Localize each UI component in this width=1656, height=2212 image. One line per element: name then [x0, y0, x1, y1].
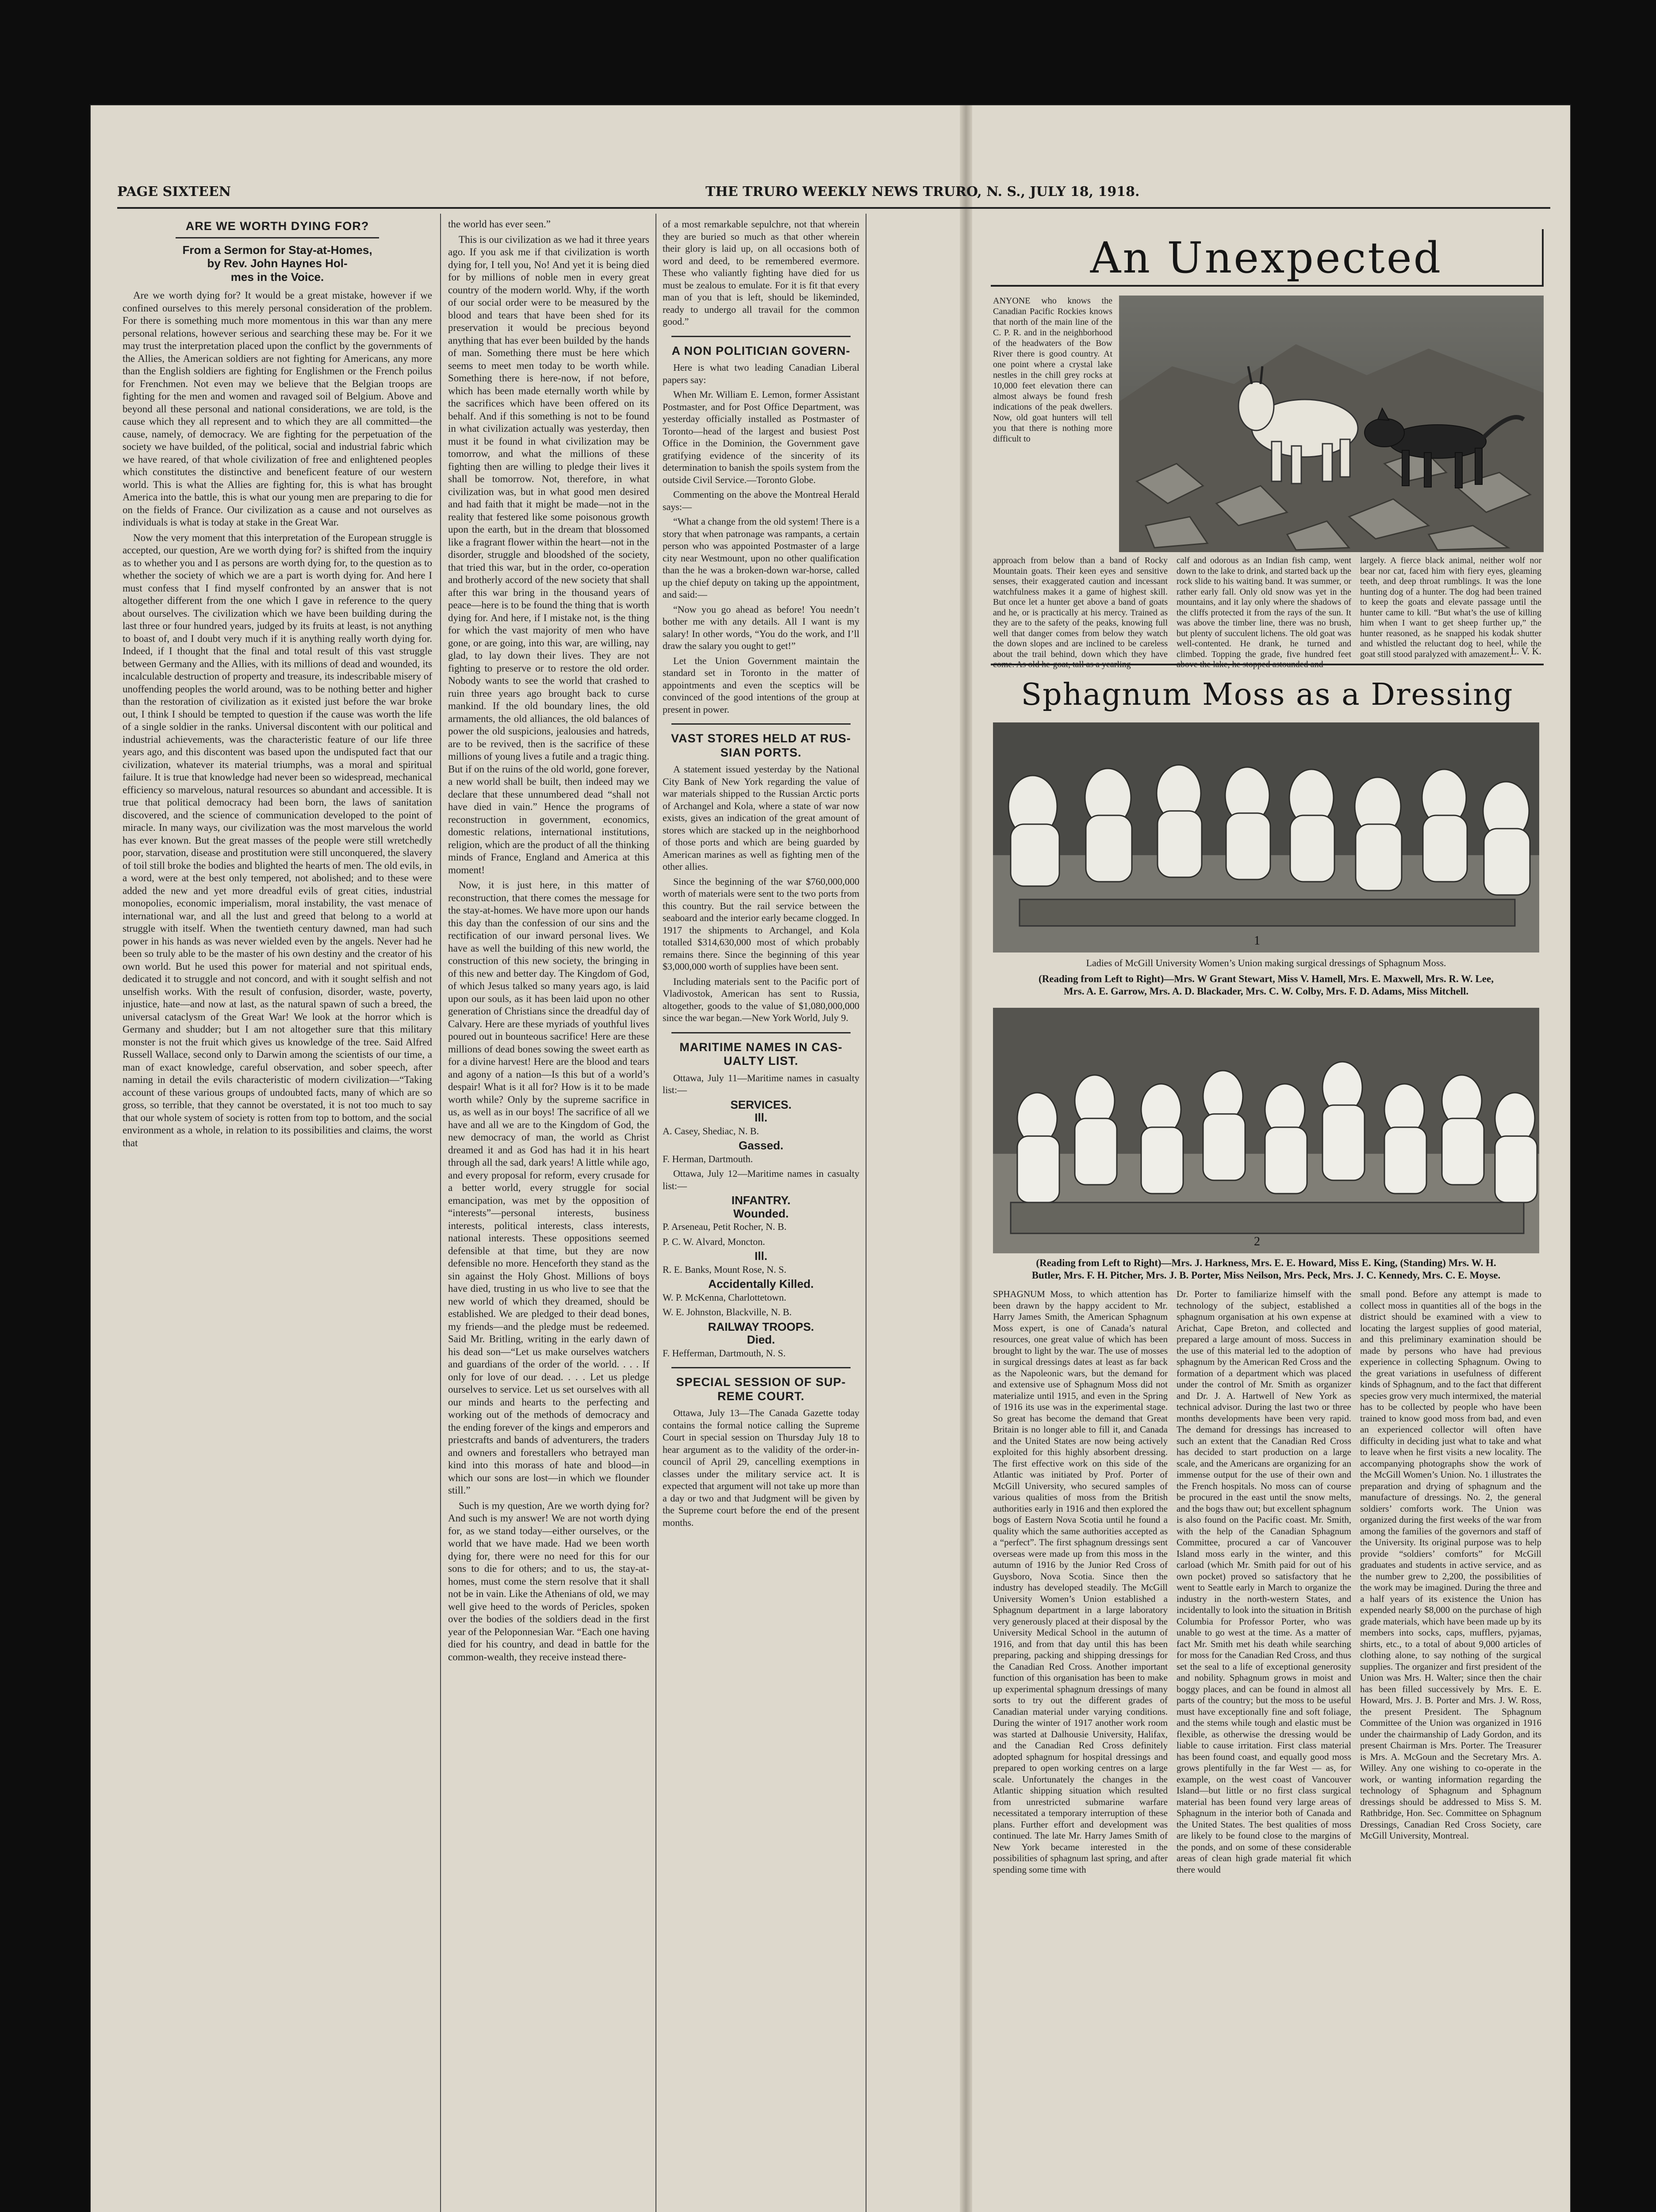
- newspaper-page: [91, 105, 1570, 2212]
- caption-photo-2: [993, 1257, 1539, 1282]
- photo-dressings-1: [993, 722, 1539, 952]
- paragraph: the world has ever seen.”: [448, 219, 551, 230]
- article-title: UALTY LIST.: [723, 1054, 798, 1068]
- list-heading: Wounded.: [733, 1206, 789, 1220]
- article-subtitle: by Rev. John Haynes Hol-: [207, 257, 348, 270]
- paragraph: “What a change from the old system! There is a story that when patronage was rampants, a certain person who was appointed Postmaster of a large city near Westmount, upon no other qualification than the he was a broken-down war-horse, called up the chief deputy on taking up the appointment, and said:—: [663, 516, 859, 600]
- paragraph: Since the beginning of the war $760,000,000 worth of materials were sent to the two ports from this country. But the rail service between the seaboard and the interior early became clogged. In 1917 the shipments to Archangel, and Kola totalled $314,630,000 most of which probably remains there. Since the beginning of this year $3,000,000 worth of supplies have been sent.: [663, 876, 859, 972]
- paragraph: “Now you go ahead as before! You needn’t bother me with any details. All I want is my salary! In other words, “You do the work, and I’ll draw the salary you ought to get!”: [663, 603, 859, 651]
- goat-and-dog-photo: [1119, 296, 1544, 552]
- paragraph: Are we worth dying for? It would be a great mistake, however if we confined ourselves to this merely personal consideration of the problem. For there is something much more momentous in this war than any mere personal relations, however serious and searching these may be. For it we may trust the interpretation placed upon the conflict by the governments of the Allies, the American soldiers are not fighting for Americans, any more than the English soldiers are fighting for Englishmen or the French poilus for Frenchmen. Not even may we believe that the Belgian troops are fighting for the men and women and ravaged soil of Belgium. Above and beyond all these personal and national considerations, we are told, is the cause which they all represent and to which they are all committed—the cause, namely, of democracy. We are fighting for the perpetuation of the society we have builded, of the political, social and industrial fabric which we have reared, of that whole civilization of free and enlightened peoples which constitutes the distinctive and beneficent feature of our western world. This is what the Allies are fighting for, this is what has brought America into the battle, this is what our young men are preparing to die for on the fields of France. Our civilization as a cause and not ourselves as individuals is what is today at stake in the Great War.: [123, 290, 432, 528]
- goat-photo-image: [1119, 296, 1544, 552]
- paragraph: Dr. Porter to familiarize himself with the technology of the subject, established a sphagnum organisation at his own expense at Arichat, Cape Breton, and collected and prepared a large amount of moss. Success in the use of this material led to the adoption of sphagnum by the American Red Cross and the formation of a department which was placed under the control of Mr. Smith as organizer and Dr. J. A. Hartwell of New York as technical advisor. During the last two or three months developments have been very rapid. The demand for dressings has increased to such an extent that the Canadian Red Cross has decided to start production on a large scale, and the Americans are organizing for an immense output for the use of their own and the French hospitals. No moss can of course be procured in the east until the snow melts, and the bogs thaw out; but excellent sphagnum is also found on the Pacific coast. Mr. Smith, with the help of the Canadian Sphagnum Committee, procured a car of Vancouver Island moss early in the winter, and this carload (which Mr. Smith paid for out of his own pocket) proved so satisfactory that he went to Seattle early in March to organize the industry in the north-western States, and incidentally to look into the situation in British Columbia for Professor Porter, who was unable to go west at the time. As a matter of fact Mr. Smith met his death while searching for moss for the Canadian Red Cross, and thus set the seal to a life of exceptional generosity and nobility. Sphagnum grows in moist and boggy places, and can be found in almost all parts of the country; but the moss to be useful must have exceptionally fine and soft foliage, and the stems while tough and elastic must be flexible, as otherwise the dressing would be liable to cause irritation. First class material has been found coast, and equally good moss grows plentifully in the far West — as, for example, on the west coast of Vancouver Island—but little or no first class surgical material has been found very large areas of Sphagnum in the interior both of Canada and the United States. The best qualities of moss are likely to be found close to the margins of the ponds, and on some of these considerable areas of clean high grade material fit which there would: [1177, 1289, 1351, 1875]
- photo-number: 2: [1254, 1235, 1260, 1248]
- paragraph: Commenting on the above the Montreal Herald says:—: [663, 489, 859, 512]
- article-title: SIAN PORTS.: [720, 745, 802, 759]
- list-heading: RAILWAY TROOPS.: [708, 1320, 814, 1333]
- paragraph: This is our civilization as we had it three years ago. If you ask me if that civilization is worth dying for, I tell you, No! And yet it is being died for by millions of noble men in every great country of the modern world. Why, if the worth of our social order were to be measured by the blood and tears that have been shed for its preservation it would be precious beyond anything that has ever been builded by the hands of man. Something there must be here which seems to meet men today to be worth while. Something there is here-now, if not before, which has been made eternally worth while by the sacrifices which have been offered on its behalf. And if this something is not to be found in what civilization actually was yesterday, then must it be found in what civilization may be tomorrow, and what the millions of these fighting then are willing to pledge their lives it shall be tomorrow. Not, therefore, in what civilization was, but in what good men desired and had faith that it might be made—not in the reality that festered like some poisonous growth upon the earth, but in the dream that blossomed like a fragrant flower within the heart—not in the disorder, struggle and bloodshed of the society, that tried this war, but in the order, co-operation and brotherly accord of the new society that shall after this war bring in the thousand years of peace—here is to be found the thing that is worth dying for. And here, if I mistake not, is the thing for which the vast majority of men who have gone, or are going, into this war, are willing, nay glad, to lay down their lives. They are not fighting to preserve or to restore the old order. Nobody wants to see the world that crashed to ruin three years ago brought back to curse mankind. If the old boundary lines, the old armaments, the old alliances, the old balances of power the old suspicions, jealousies and hatreds, are to be revived, then is the sacrifice of these millions of young lives a futile and a tragic thing. But if on the ruins of the old world, gone forever, a new world shall be built, then indeed may we declare that these unnumbered dead “shall not have died in vain.” Hence the programs of reconstruction in government, economics, domestic relations, international institutions, religion, which are the product of all the thinking minds of France, England and America at this moment!: [448, 234, 649, 876]
- section-rule: [671, 336, 851, 337]
- photo-dressings-2: [993, 1008, 1539, 1253]
- paragraph: ANYONE who knows the Canadian Pacific Rockies knows that north of the main line of the C. P. R. and in the neighborhood of the headwaters of the Bow River there is good country. At one point where a crystal lake nestles in the chill grey rocks at 10,000 feet elevation there can almost always be found fresh indications of the peak dwellers. Now, old goat hunters will tell you that there is nothing more difficult to: [993, 296, 1112, 444]
- sphagnum-col-c: [1360, 1289, 1541, 2212]
- paragraph: calf and odorous as an Indian fish camp, went down to the lake to drink, and started back up the rock slide to his waiting band. It was summer, or rather early fall. Only old snow was yet in the mountains, and it lay only where the shadows of the cliffs protected it from the rays of the sun. It was above the timber line, there was no brush, but plenty of succulent lichens. The old goat was well-contented. He drank, he turned and climbed. Topping the grade, five hundred feet: [1177, 556, 1351, 659]
- paragraph: Now, it is just here, in this matter of reconstruction, that there comes the message for the stay-at-homes. We have more upon our hands this day than the confession of our sins and the rectification of our inward personal lives. We have as well the building of this new world, the construction of this new society, the bringing in of this new and better day. The Kingdom of God, of which Jesus talked so many years ago, is laid upon our souls, as it has been laid upon no other generation of Christians since the dreadful day of Calvary. Here are these myriads of youthful lives poured out in bounteous sacrifice! Here are these millions of dead bones sowing the sweet earth as for a divine harvest! Here are the blood and tears and agony of a nation—Is this but of a world’s despair! What is it all for? How is it to be made worth while? Only by the supreme sacrifice in us, as well as in our boys! The sacrifice of all we have and all we are to the Kingdom of God, the new democracy of man, the world as Christ dreamed it and as God has had it in his heart through all the sad, dark years! A little while ago, and every proposal for reform, every crusade for a better world, every struggle for social emancipation, was met by the opposition of “interests”—personal interests, business interests, political interests, class interests, national interests. These oppositions seemed defensible at that time, but they are now defensible no more. Henceforth they stand as the sin against the Holy Ghost. Millions of boys have died, trusting in us who live to see that the new world of which they dreamed, should be established. We are pledged to their dead bones, my friends—and the pledge must be redeemed. Said Mr. Britling, writing in the early dawn of his dead son—“Let us make ourselves watchers and guardians of the order of the world. . . . If only for love of our dead. . . . Let us pledge ourselves to service. Let us set ourselves with all our minds and hearts to the perfecting and working out of the methods of democracy and the ending forever of the kings and emperors and priestcrafts and bands of adventurers, the traders and owners and forestallers who betrayed man kind into this morass of hate and blood—in which our sons are lost—in which we flounder still.”: [448, 879, 649, 1496]
- column-three: [663, 218, 859, 2212]
- paper-line: THE TRURO WEEKLY NEWS TRURO, N. S., JULY 18, 1918.: [705, 184, 1140, 200]
- caption-line: (Reading from Left to Right)—Mrs. J. Harkness, Mrs. E. E. Howard, Miss E. King, (Standing) Mrs. W. H.: [1036, 1257, 1496, 1268]
- meeting-col-a: [993, 556, 1168, 659]
- list-heading: INFANTRY.: [731, 1194, 791, 1207]
- caption-line: (Reading from Left to Right)—Mrs. W Grant Stewart, Miss V. Hamell, Mrs. E. Maxwell, Mrs. R. W. Lee,: [1039, 973, 1494, 984]
- sphagnum-col-b: [1177, 1289, 1351, 2212]
- list-item: F. Hefferman, Dartmouth, N. S.: [663, 1347, 786, 1359]
- page-label: PAGE SIXTEEN: [117, 184, 231, 200]
- paragraph: Ottawa, July 12—Maritime names in casualty list:—: [663, 1168, 859, 1191]
- meeting-title: An Unexpected: [1090, 233, 1443, 283]
- list-item: W. E. Johnston, Blackville, N. B.: [663, 1306, 792, 1317]
- article-title: SPECIAL SESSION OF SUP-: [676, 1375, 846, 1389]
- article-title: VAST STORES HELD AT RUS-: [671, 732, 851, 745]
- meeting-banner: [991, 229, 1544, 287]
- list-item: F. Herman, Dartmouth.: [663, 1153, 753, 1164]
- list-item: P. Arseneau, Petit Rocher, N. B.: [663, 1221, 787, 1232]
- paragraph: Ottawa, July 13—The Canada Gazette today contains the formal notice calling the Supreme Court in special session on Thursday July 18 to hear argument as to the validity of the order-in-council of April 29, cancelling exemptions in classes under the military service act. It is expected that argument will not take up more than a day or two and that Judgment will be given by the Supreme court before the end of the present months.: [663, 1407, 859, 1528]
- sphagnum-col-a: [993, 1289, 1168, 2212]
- page-fold: [960, 105, 972, 2212]
- paragraph: When Mr. William E. Lemon, former Assistant Postmaster, and for Post Office Department, was yesterday officially installed as Postmaster of Toronto—head of the largest and busiest Post Office in the Dominion, the Government gave gratifying evidence of the sincerity of its determination to banish the spoils system from the outside Civil Service.—Toronto Globe.: [663, 389, 859, 485]
- article-worth-dying: [123, 218, 432, 2212]
- paragraph: Such is my question, Are we worth dying for? And such is my answer! We are not worth dying for, as we stand today—either ourselves, or the world that we have made. Had we been worth dying for, there were no need for this for our sons to die for others; and to us, the stay-at-homes, must come the stern resolve that it shall not be in vain. Like the Athenians of old, we may well give heed to the words of Pericles, spoken over the bodies of the soldiers dead in the first year of the Peloponnesian War. “Each one having died for his country, and dead in battle for the common-wealth, they receive instead there-: [448, 1500, 650, 1663]
- article-continued: [448, 218, 649, 2212]
- article-title: ARE WE WORTH DYING FOR?: [185, 219, 369, 233]
- section-rule: [671, 1032, 851, 1033]
- masthead-rule: [117, 207, 1550, 209]
- list-item: R. E. Banks, Mount Rose, N. S.: [663, 1263, 786, 1275]
- paragraph: small pond. Before any attempt is made to collect moss in quantities all of the bogs in the district should be examined with a view to locating the largest supplies of good material, and this preliminary examination should be made by persons who have had previous experience in collecting Sphagnum. Owing to the great variations in usefulness of different kinds of Sphagnum, and to the fact that different species grow very much intermixed, the material has to be collected by people who have been trained to know good moss from bad, and even an experienced collector will often have difficulty in deciding just what to take and what to leave when he first visits a new locality. The accompanying photographs show the work of the McGill Women’s Union. No. 1 illustrates the preparation and drying of sphagnum and the manufacture of dressings. No. 2, the general soldiers’ comforts work. The Union was organized during the first weeks of the war from among the families of the governors and staff of the University. Its original purpose was to help provide “soldiers’ comforts” for McGill graduates and students in active service, and as the number grew to 2,200, the possibilities of the work may be imagined. During the three and a half years of its existence the Union has expended nearly $8,000 on the purchase of high grade materials, which have been made up by its members into socks, caps, mufflers, pyjamas, shirts, etc., to a total of about 9,000 articles of clothing alone, to say nothing of the surgical supplies. The organizer and first president of the Union was Mrs. H. Walter; since then the chair has been filled successively by Mrs. E. E. Howard, Mrs. J. B. Porter and Mrs. J. W. Ross, the present President. The Sphagnum Committee of the Union was organized in 1916 under the chairmanship of Lady Gordon, and its present Chairman is Mrs. Porter. The Treasurer is Mrs. A. McGoun and the Secretary Mrs. A. Willey. Any one wishing to co-operate in the work, or wanting information regarding the technology of Sphagnum and Sphagnum dressings should be addressed to Miss S. M. Rathbridge, Hon. Sec. Committee on Sphagnum Dressings, Canadian Red Cross Society, care McGill University, Montreal.: [1360, 1289, 1541, 1841]
- list-heading: Accidentally Killed.: [708, 1277, 814, 1290]
- article-title: REME COURT.: [717, 1389, 805, 1403]
- photo-number: 1: [1254, 934, 1260, 948]
- paragraph: approach from below than a band of Rocky Mountain goats. Their keen eyes and sensitive senses, their exaggerated caution and incessant watchfulness makes it a game of highest skill. But once let a hunter get above a band of goats and he, or is practically at his mercy. Trained as they are to the safety of the peaks, knowing full well that danger comes from below they watch the down slopes and are inclined to be careless about the trail behind, down which they have: [993, 556, 1168, 659]
- list-item: W. P. McKenna, Charlottetown.: [663, 1291, 786, 1303]
- article-title: A NON POLITICIAN GOVERN-: [671, 344, 851, 357]
- list-heading: Ill.: [755, 1111, 767, 1124]
- meeting-intro: [993, 296, 1112, 552]
- caption-line: Mrs. A. E. Garrow, Mrs. A. D. Blackader, Mrs. C. W. Colby, Mrs. F. D. Adams, Miss Mitchell.: [1063, 986, 1469, 997]
- paragraph: SPHAGNUM Moss, to which attention has been drawn by the happy accident to Mr. Harry James Smith, the American Sphagnum Moss expert, is one of Canada’s natural resources, one great value of which has been brought to light by the war. The use of mosses in surgical dressings dates at least as far back as the Napoleonic wars, but the demand for and extensive use of Sphagnum Moss did not materialize until 1915, and even in the Spring of 1916 its use was in the experimental stage. So great has become the demand that Great Britain is no longer able to fill it, and Canada and the United States are now being actively exploited for this highly absorbent dressing. The first effective work on this side of the Atlantic was initiated by Prof. Porter of McGill University, who secured samples of various qualities of moss from the British authorities early in 1916 and then explored the bogs of Eastern Nova Scotia until he found a quality which the same authorities accepted as a “perfect”. The first sphagnum dressings sent overseas were made up from this moss in the autumn of 1916 by the Junior Red Cross of Guysboro, Nova Scotia. Since then the industry has developed steadily. The McGill University Women’s Union established a Sphagnum department in a large laboratory very generously placed at their disposal by the University Medical School in the autumn of 1916, and from that day until this has been preparing, packing and shipping dressings for the Canadian Red Cross. Another important function of this organisation has been to make up experimental sphagnum dressings of many sorts to try out the different grades of Canadian material under varying conditions. During the winter of 1917 another work room was started at Dalhousie University, Halifax, and the Canadian Red Cross definitely adopted sphagnum for hospital dressings and prepared to open working centres on a large scale. Unfortunately the changes in the Atlantic shipping situation which resulted from unrestricted submarine warfare necessitated a temporary interruption of these plans. Further effort and development was continued. The late Mr. Harry James Smith of New York became interested in the possibilities of sphagnum last spring, and after spending some time with: [993, 1289, 1168, 1875]
- column-rule: [440, 214, 441, 2212]
- sphagnum-title: Sphagnum Moss as a Dressing: [1021, 677, 1514, 712]
- nurses-photo-2-image: [993, 1008, 1539, 1253]
- article-subtitle: mes in the Voice.: [230, 270, 324, 284]
- masthead: [117, 180, 1533, 207]
- meeting-signature: L. V. K.: [1510, 645, 1541, 657]
- article-title: MARITIME NAMES IN CAS-: [679, 1040, 843, 1054]
- title-rule: [176, 237, 379, 238]
- paragraph: Here is what two leading Canadian Liberal papers say:: [663, 362, 859, 385]
- paragraph: Let the Union Government maintain the standard set in Toronto in the matter of appointments and even the sceptics will be convinced of the good intentions of the group at present in power.: [663, 655, 859, 715]
- section-rule: [991, 664, 1544, 665]
- list-item: A. Casey, Shediac, N. B.: [663, 1125, 759, 1137]
- caption-line: Butler, Mrs. F. H. Pitcher, Mrs. J. B. Porter, Miss Neilson, Mrs. Peck, Mrs. J. C. Kennedy, Mrs. C. E. Moyse.: [1031, 1270, 1501, 1281]
- paragraph: A statement issued yesterday by the National City Bank of New York regarding the value of war materials shipped to the Russian Arctic ports of Archangel and Kola, where a state of war now exists, gives an indication of the great amount of stores which are stacked up in the neighborhood of those ports and which are being guarded by American marines as well as fighting men of the other allies.: [663, 764, 859, 872]
- paragraph: Now the very moment that this interpretation of the European struggle is accepted, our question, Are we worth dying for? is shifted from the inquiry as to whether you and I as persons are worth dying for, to the question as to whether the society of which we are a part is worth dying for. And here I must confess that I find myself confronted by an answer that is not altogether different from the one which I gave in reference to the query about ourselves. The civilization which we have been building during the last three or four hundred years, judged by its fruits at least, is not anything to boast of, and I doubt very much if it is anything really worth dying for. Indeed, if I thought that the final and total result of this vast struggle between Germany and the Allies, with its millions of dead and wounded, its incalculable destruction of property and treasure, its indescribable misery of unoffending peoples the world around, was to be nothing better and higher than the restoration of civilization as it existed just before the war broke out, I think I should be tempted to question if the cause was worth the life of a single soldier in the ranks. Universal discontent with our political and industrial achievements, was the characteristic feature of our life three years ago, and this discontent was based upon the undisputed fact that our civilization, whatever its material triumphs, was a moral and spiritual failure. It is true that knowledge had never been so widespread, mechanical efficiency so marvelous, natural resources so abundant and accessible. It is true that political democracy had been born, the laws of sanitation discovered, and the science of communication developed to the point of miracle. In many ways, our civilization was the most marvelous the world has ever known. But the great masses of the people were still wretchedly poor, starvation, disease and prostitution were still unconquered, the slavery of toil still broke the bodies and blighted the hearts of men. The old evils, in a word, were at the best only tempered, not abolished; and to these were added the new and yet more dreadful evils of great cities, industrial monopolies, economic imperialism, moral instability, the vast menace of international war, and all the lust and greed that belong to a world at struggle with itself. When the twentieth century dawned, man had such power in his hands as was never wielded even by the angels. Never had he been so truly able to be the master of his own destiny and the creator of his own world. But he used this power for material and not spiritual ends, dedicated it to struggle and not concord, and with it sought selfish and not unselfish works. With the result of confusion, disorder, waste, poverty, injustice, hate—and now at last, as the natural spawn of such a breed, the universal cataclysm of the Great War! We look at the horror which is Germany and shudder; but I am not altogether sure that this military monster is not the fruit which gives us knowledge of the tree. Said Alfred Russell Wallace, second only to Darwin among the scientists of our time, a man of exact knowledge, careful observation, and sober speech, after naming in detail the evils characteristic of modern civilization—“Taking account of these various groups of undoubted facts, many of which are so gross, so terrible, that they cannot be overstated, it is not too much to say that our whole system of society is rotten from top to bottom, and the social environment as a whole, in relation to its possibilities and claims, the worst that: [123, 532, 432, 1148]
- sphagnum-banner: [991, 669, 1544, 720]
- paragraph: largely. A fierce black animal, neither wolf nor bear nor cat, faced him with fiery eyes, gleaming teeth, and deep throat rumblings. It was the lone hunting dog of a hunter. The dog had been trained to keep the goats and elevate passage until the hunter came to kill. “But what’s the use of killing him when I want to get sheep further up,” the hunter reasoned, as he snapped his kodak shutter and whistled the reluctant dog to heel, while the goat still stood paralyzed with amazement.: [1360, 556, 1541, 659]
- list-heading: SERVICES.: [730, 1098, 792, 1111]
- caption-line: Ladies of McGill University Women’s Union making surgical dressings of Sphagnum Moss.: [1086, 957, 1446, 968]
- list-heading: Gassed.: [738, 1139, 784, 1152]
- list-item: P. C. W. Alvard, Moncton.: [663, 1236, 765, 1247]
- caption-photo-1: [993, 957, 1539, 998]
- meeting-col-b: [1177, 556, 1351, 659]
- article-subtitle: From a Sermon for Stay-at-Homes,: [182, 243, 372, 257]
- list-heading: Ill.: [755, 1249, 767, 1263]
- section-rule: [671, 1367, 851, 1368]
- paragraph: of a most remarkable sepulchre, not that wherein they are buried so much as that other wherein their glory is laid up, on all occasions both of word and deed, to be remembered evermore. These who valiantly fighting have died for us must be zealous to emulate. For it is fit that every man of you that is left, should be likeminded, ready to undergo all travail for the common good.”: [663, 219, 859, 327]
- list-heading: Died.: [747, 1333, 775, 1346]
- nurses-photo-1-image: [993, 722, 1539, 952]
- paragraph: Ottawa, July 11—Maritime names in casualty list:—: [663, 1072, 859, 1095]
- section-rule: [671, 723, 851, 725]
- paragraph: Including materials sent to the Pacific port of Vladivostok, American has sent to Russia, altogether, goods to the value of $1,080,000,000 since the war began.—New York World, July 9.: [663, 975, 859, 1023]
